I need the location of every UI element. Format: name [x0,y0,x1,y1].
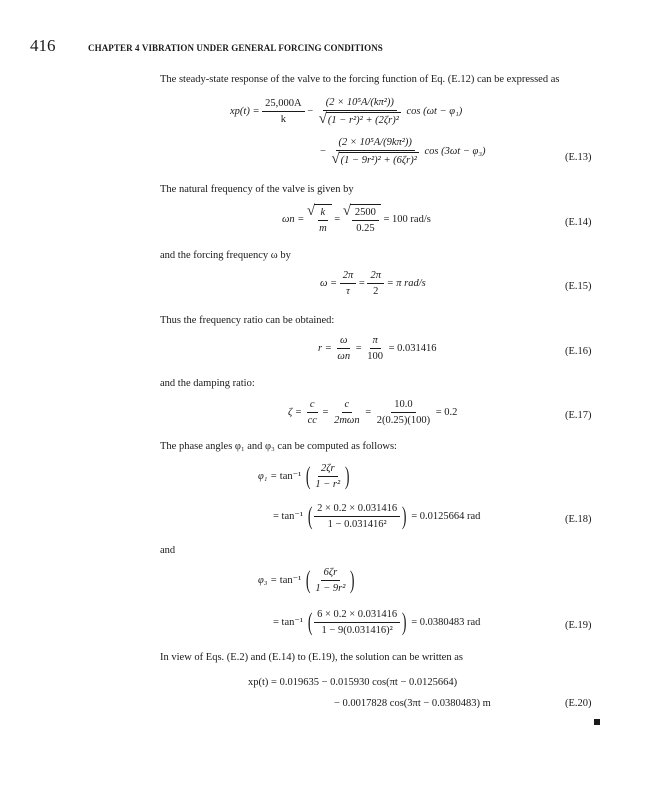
page-number: 416 [30,36,56,55]
e13-lhs: xp(t) = [230,106,260,118]
equation-label-e14: (E.14) [565,217,592,228]
e13-term3: (2 × 10⁵A/(9kπ²)) √ (1 − 9r²)² + (6ζr)² [331,137,417,168]
equation-e19-line2: = tan⁻¹ ( $\frac{6 \times 0.2 \times 0.031416}{\text{1 − 9(0.031416)²}}$ ) = 0.0380483 rad [273,609,481,637]
paragraph-frequency-ratio: Thus the frequency ratio can be obtained: [160,315,335,326]
equation-label-e15: (E.15) [565,281,592,292]
e13-term1: $\frac{25,000A}{k}$ [262,97,304,126]
equation-e18-line2: = tan⁻¹ ( $\frac{2 \times 0.2 \times 0.031416}{\text{1 − 0.031416²}}$ ) = 0.0125664 rad [273,503,481,531]
equation-e20-line1: xp(t) = 0.019635 − 0.015930 cos(πt − 0.0125664) [248,677,458,688]
paragraph-steady-state: The steady-state response of the valve to the forcing function of Eq. (E.12) can be expressed as [160,74,560,85]
equation-label-e13: (E.13) [565,152,592,163]
equation-e16: r = $\frac{\omega}{\omega n}$ = $\frac{\pi}{100}$ = 0.031416 [318,335,437,363]
paragraph-phase-angles: The phase angles φ₁ and φ₃ can be computed as follows: [160,441,397,452]
paragraph-forcing-frequency: and the forcing frequency ω by [160,250,291,261]
equation-e20-line2: − 0.0017828 cos(3πt − 0.0380483) m [334,698,491,709]
paragraph-and: and [160,545,176,556]
paragraph-damping-ratio: and the damping ratio: [160,378,255,389]
e13-term2: (2 × 10⁵A/(kπ²)) √ (1 − r²)² + (2ζr)² [318,97,399,128]
equation-e14: ωn = √ $\frac{k}{m}$ = √ $\frac{2500}{0.25}$ = 100 rad/s [282,203,431,235]
equation-e17: ζ = $\frac{c}{cc}$ = $\frac{c}{\text{2mωn}}$ = $\frac{10.0}{2(0.25)(100)}$ = 0.2 [288,399,458,427]
end-of-example-square [594,719,600,725]
equation-label-e19: (E.19) [565,620,592,631]
equation-e13-line2: − (2 × 10⁵A/(9kπ²)) √ (1 − 9r²)² + (6ζr)² cos (3ωt − φ₃) [320,137,486,168]
equation-label-e17: (E.17) [565,410,592,421]
equation-label-e20: (E.20) [565,698,592,709]
equation-e19-line1: φ₃ = tan⁻¹ ( $\frac{6\zeta r}{\text{1 − 9r²}}$ ) [258,567,355,595]
equation-e18-line1: φ₁ = tan⁻¹ ( $\frac{2\zeta r}{\text{1 − r²}}$ ) [258,463,350,491]
paragraph-natural-frequency: The natural frequency of the valve is given by [160,184,354,195]
running-header: CHAPTER 4 VIBRATION UNDER GENERAL FORCING CONDITIONS [88,43,383,53]
equation-label-e16: (E.16) [565,346,592,357]
equation-e15: ω = $\frac{2\pi}{\tau}$ = $\frac{2\pi}{2}$ = π rad/s [320,270,426,298]
paragraph-solution: In view of Eqs. (E.2) and (E.14) to (E.19), the solution can be written as [160,652,463,663]
equation-label-e18: (E.18) [565,514,592,525]
equation-e13-line1: xp(t) = $\frac{25,000A}{k}$ − (2 × 10⁵A/(kπ²)) √ (1 − r²)² + (2ζr)² cos (ωt − φ₁) [230,97,463,128]
